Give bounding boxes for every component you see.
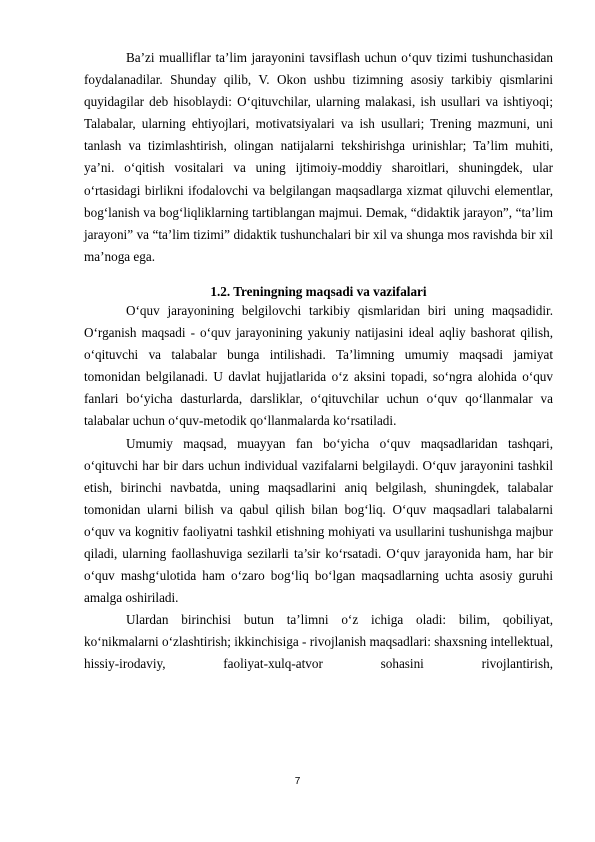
body-paragraph: Ulardan birinchisi butun ta’limni o‘z ichiga oladi: bilim, qobiliyat, ko‘nikmalarni o‘zlashtirish; ikkinchisiga - rivojlanish maqsadlari: shaxsning intellektual, hissiy-irodaviy, faoliyat-xulq-atvor sohasini rivojlantirish, [84, 612, 553, 672]
body-paragraph: O‘quv jarayonining belgilovchi tarkibiy qismlaridan biri uning maqsadidir. O‘rganish maqsadi - o‘quv jarayonining yakuniy natijasini ideal aqliy bashorat qilish, o‘qituvchi va talabalar bunga intilishadi. Ta’limning umumiy maqsadi jamiyat tomonidan belgilanadi. U davlat hujjatlarida o‘z aksini topadi, so‘ngra alohida o‘quv fanlari bo‘yicha dasturlarda, darsliklar, o‘qituvchilar uchun o‘quv qo‘llanmalar va talabalar uchun o‘quv-metodik qo‘llanmalarda ko‘rsatiladi. [84, 302, 553, 429]
body-paragraph: Umumiy maqsad, muayyan fan bo‘yicha o‘quv maqsadlaridan tashqari, o‘qituvchi har bir dars uchun individual vazifalarni belgilaydi. O‘quv jarayonini tashkil etish, birinchi navbatda, uning maqsadlarini aniq belgilash, shuningdek, talabalar tomonidan ularni bilish va qabul qilish bilan bog‘liq. O‘quv maqsadlari talabalarni o‘quv va kognitiv faoliyatni tashkil etishning mohiyati va usullarini tushunishga majbur qiladi, ularning faollashuviga sezilarli ta’sir ko‘rsatadi. O‘quv jarayonida ham, har bir o‘quv mashg‘ulotida ham o‘zaro bog‘liq bo‘lgan maqsadlarning uchta asosiy guruhi amalga oshiriladi. [84, 435, 553, 606]
page-content [84, 47, 553, 676]
section-heading: 1.2. Treningning maqsadi va vazifalari [210, 283, 427, 299]
body-paragraph: Ba’zi mualliflar ta’lim jarayonini tavsiflash uchun o‘quv tizimi tushunchasidan foydalanadilar. Shunday qilib, V. Okon ushbu tizimning asosiy tarkibiy qismlarini quyidagilar deb hisoblaydi: O‘qituvchilar, ularning malakasi, ish usullari va ishtiyoqi; Talabalar, ularning ehtiyojlari, motivatsiyalari va ish usullari; Trening mazmuni, uni tanlash va tizimlashtirish, olingan natijalarni tekshirishga urinishlar; Ta’lim muhiti, ya’ni. o‘qitish vositalari va uning ijtimoiy-moddiy sharoitlari, shuningdek, ular o‘rtasidagi birlikni ifodalovchi va belgilangan maqsadlarga xizmat qiluvchi elementlar, bog‘lanish va bog‘liqliklarning tartiblangan majmui. Demak, “didaktik jarayon”, “ta’lim jarayoni” va “ta’lim tizimi” didaktik tushunchalari bir xil va shunga mos ravishda bir xil ma’noga ega. [84, 50, 553, 264]
page-number: 7 [294, 776, 301, 787]
